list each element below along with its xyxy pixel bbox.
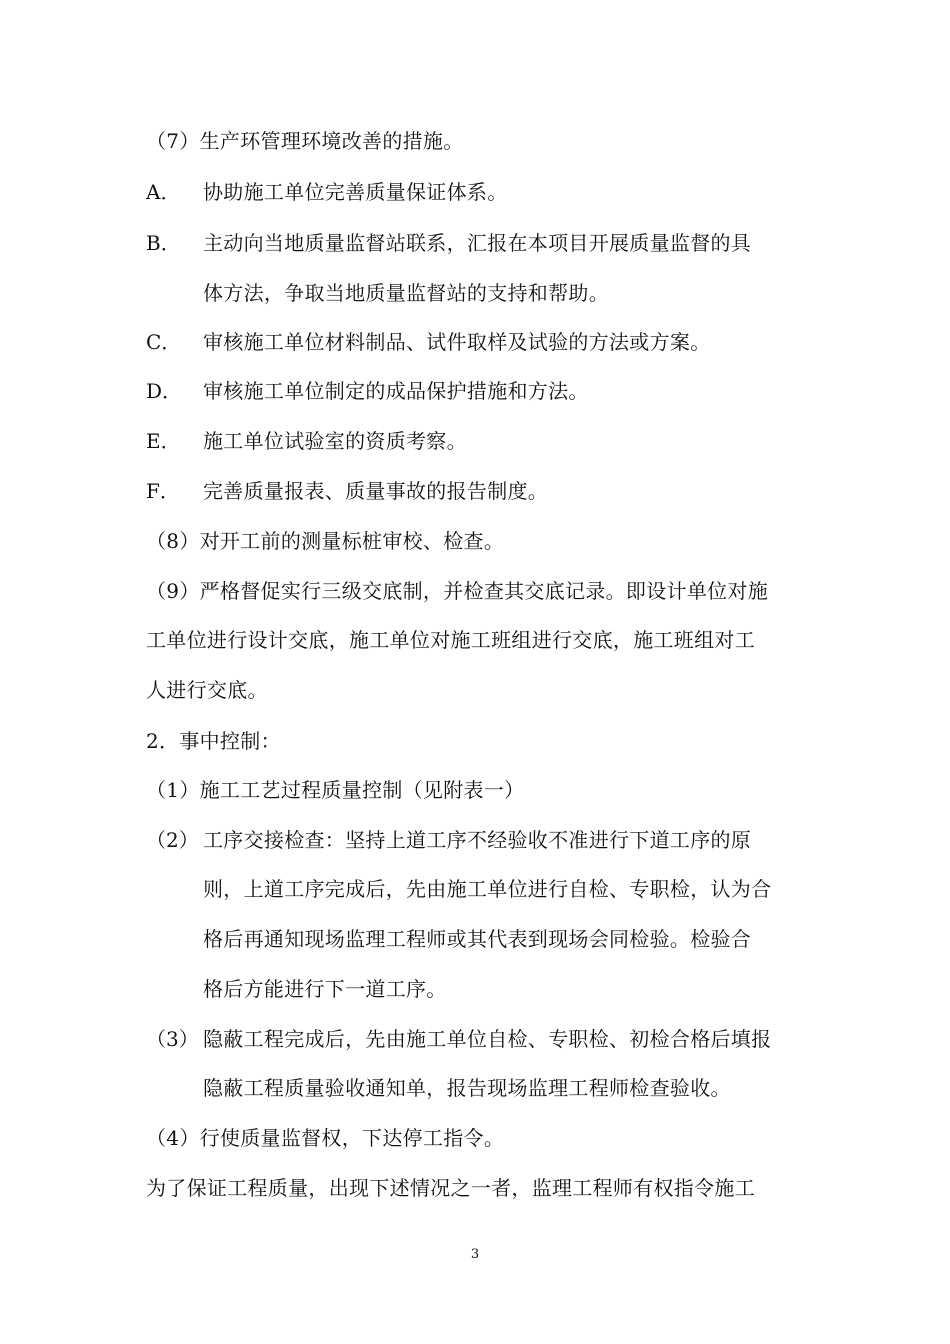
subitem-3-line-2: 隐蔽工程质量验收通知单，报告现场监理工程师检查验收。 [203, 1076, 731, 1100]
item-b-text-line-1: 主动向当地质量监督站联系，汇报在本项目开展质量监督的具 [203, 231, 752, 255]
item-b-marker: B． [146, 231, 181, 255]
item-e-marker: E． [146, 429, 181, 453]
item-d-text: 审核施工单位制定的成品保护措施和方法。 [203, 379, 589, 403]
subitem-3-marker: （3） [146, 1027, 199, 1051]
item-8: （8）对开工前的测量标桩审校、检查。 [146, 529, 505, 553]
subitem-2-line-1: 工序交接检查：坚持上道工序不经验收不准进行下道工序的原 [203, 828, 752, 852]
subitem-2-line-2: 则，上道工序完成后，先由施工单位进行自检、专职检，认为合 [203, 877, 772, 901]
item-c-marker: C． [146, 330, 182, 354]
item-9-line-1: （9）严格督促实行三级交底制，并检查其交底记录。即设计单位对施 [146, 579, 769, 603]
item-9-line-2: 工单位进行设计交底，施工单位对施工班组进行交底，施工班组对工 [146, 628, 755, 652]
item-9-line-3: 人进行交底。 [146, 678, 268, 702]
paragraph-last-line: 为了保证工程质量，出现下述情况之一者，监理工程师有权指令施工 [146, 1176, 755, 1200]
item-c-text: 审核施工单位材料制品、试件取样及试验的方法或方案。 [203, 330, 711, 354]
item-a-marker: A． [146, 180, 181, 204]
subitem-3-line-1: 隐蔽工程完成后，先由施工单位自检、专职检、初检合格后填报 [203, 1027, 772, 1051]
subitem-2-line-4: 格后方能进行下一道工序。 [203, 977, 447, 1001]
item-7: （7）生产环管理环境改善的措施。 [146, 129, 464, 153]
section-2-heading: 2．事中控制： [146, 729, 281, 753]
subitem-4: （4）行使质量监督权，下达停工指令。 [146, 1126, 505, 1150]
item-b-text-line-2: 体方法，争取当地质量监督站的支持和帮助。 [203, 281, 609, 305]
item-a-text: 协助施工单位完善质量保证体系。 [203, 180, 508, 204]
subitem-1: （1）施工工艺过程质量控制（见附表一） [146, 778, 525, 802]
item-f-marker: F． [146, 479, 180, 503]
subitem-2-line-3: 格后再通知现场监理工程师或其代表到现场会同检验。检验合 [203, 927, 752, 951]
item-f-text: 完善质量报表、质量事故的报告制度。 [203, 479, 549, 503]
item-e-text: 施工单位试验室的资质考察。 [203, 429, 467, 453]
subitem-2-marker: （2） [146, 828, 199, 852]
item-d-marker: D． [146, 379, 183, 403]
page-number: 3 [470, 1247, 480, 1262]
